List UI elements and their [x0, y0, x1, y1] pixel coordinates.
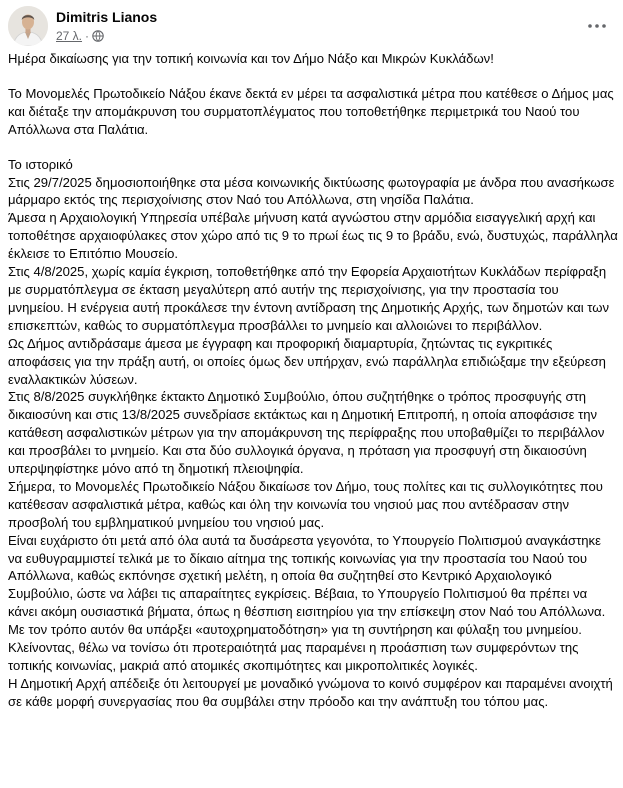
post-paragraph: Ως Δήμος αντιδράσαμε άμεσα με έγγραφη και προφορική διαμαρτυρία, ζητώντας τις εγκριτικές αποφάσεις για την πράξη αυτή, οι οποίες όμως δεν υπήρχαν, ενώ παράλληλα επιδιώξαμε την εξεύρεση εναλλακτικών λύσεων. — [8, 335, 606, 387]
post-paragraph: Άμεσα η Αρχαιολογική Υπηρεσία υπέβαλε μήνυση κατά αγνώστου στην αρμόδια εισαγγελική αρχή και τοποθέτησε αρχαιοφύλακες στον χώρο από τις 9 το πρωί έως τις 9 το βράδυ, ενώ, δυστυχώς, παράλληλα έκλεισε το Επιτόπιο Μουσείο. — [8, 210, 618, 262]
post-paragraph: Σήμερα, το Μονομελές Πρωτοδικείο Νάξου δικαίωσε τον Δήμο, τους πολίτες και τις συλλογικότητες που κατέθεσαν ασφαλιστικά μέτρα, καθώς και όλη την κοινωνία του νησιού μας που αντέδρασαν στην προσβολή του εμβληματικού μνημείου του νησιού μας. — [8, 478, 603, 530]
author-name[interactable]: Dimitris Lianos — [56, 9, 158, 25]
post-body — [8, 50, 618, 711]
profile-photo — [8, 6, 48, 46]
post-paragraph: Είναι ευχάριστο ότι μετά από όλα αυτά τα δυσάρεστα γεγονότα, το Υπουργείο Πολιτισμού αναγκάστηκε να ευθυγραμμιστεί τελικά με το δίκαιο αίτημα της τοπικής κοινωνίας για την προστασία του Ναού του Απόλλωνα, καθώς εκπόνησε σχετική μελέτη, η οποία θα συζητηθεί στο Κεντρικό Αρχαιολογικό Συμβούλιο, ώστε να λάβει τις απαραίτητες εγκρίσεις. Βέβαια, το Υπουργείο Πολιτισμού θα πρέπει να κάνει ακόμη ουσιαστικά βήματα, όπως η θέσπιση εισιτηρίου για την επίσκεψη στον Ναό του Απόλλωνα. Με τον τρόπο αυτόν θα υπάρξει «αυτοχρηματοδότηση» για τη συντήρηση και φύλαξη του μνημείου. — [8, 532, 606, 638]
more-options-button[interactable] — [585, 14, 609, 38]
globe-icon — [92, 30, 104, 42]
avatar[interactable] — [8, 6, 48, 46]
post-headline: Ημέρα δικαίωσης για την τοπική κοινωνία και τον Δήμο Νάξο και Μικρών Κυκλάδων! — [8, 51, 494, 66]
paragraph-gap — [8, 139, 618, 156]
post-timestamp[interactable]: 27 λ. — [56, 29, 83, 43]
history-title: Το ιστορικό — [8, 156, 73, 172]
paragraph-gap — [8, 68, 618, 85]
meta-separator: · — [85, 29, 90, 43]
post-meta — [56, 29, 104, 43]
post-paragraph: Στις 4/8/2025, χωρίς καμία έγκριση, τοποθετήθηκε από την Εφορεία Αρχαιοτήτων Κυκλάδων περίφραξη με συρματόπλεγμα σε έκταση μεγαλύτερη από αυτήν της περισχοίνισης, για την προστασία του μνημείου. Η ενέργεια αυτή προκάλεσε την έντονη αντίδραση της Δημοτικής Αρχής, των δημοτών και των επισκεπτών, καθώς το συρματόπλεγμα προσβάλλει το μνημείο και αλλοιώνει το περιβάλλον. — [8, 264, 610, 333]
post-paragraph: Η Δημοτική Αρχή απέδειξε ότι λειτουργεί με μοναδικό γνώμονα το κοινό συμφέρον και παραμένει ανοιχτή σε κάθε μορφή συνεργασίας που θα συμβάλει στην πρόοδο και την ανάπτυξη του τόπου μας. — [8, 675, 613, 709]
more-horizontal-icon — [588, 24, 606, 28]
post-intro: Το Μονομελές Πρωτοδικείο Νάξου έκανε δεκτά εν μέρει τα ασφαλιστικά μέτρα που κατέθεσε ο Δήμος μας και διέταξε την απομάκρυνση του συρματοπλέγματος που τοποθετήθηκε περιμετρικά του Ναού του Απόλλωνα στα Παλάτια. — [8, 85, 614, 137]
post-paragraph: Στις 29/7/2025 δημοσιοποιήθηκε στα μέσα κοινωνικής δικτύωσης φωτογραφία με άνδρα που ανασήκωσε μάρμαρο εκτός της περισχοίνισης στον Ναό του Απόλλωνα, στη νησίδα Παλάτια. — [8, 174, 615, 208]
post-paragraph: Κλείνοντας, θέλω να τονίσω ότι προτεραιότητά μας παραμένει η προάσπιση των συμφερόντων της τοπικής κοινωνίας, μακριά από ατομικές σκοπιμότητες και μικροπολιτικές λογικές. — [8, 640, 579, 673]
post-header — [8, 6, 615, 50]
post-paragraph: Στις 8/8/2025 συγκλήθηκε έκτακτο Δημοτικό Συμβούλιο, όπου συζητήθηκε ο τρόπος προσφυγής στη δικαιοσύνη και στις 13/8/2025 συνεδρίασε εκτάκτως και η Δημοτική Επιτροπή, η οποία αποφάσισε την κατάθεση ασφαλιστικών μέτρων για την απομάκρυνση της περίφραξης που υποβαθμίζει το περιβάλλον και προσβάλει το μνημείο. Και στα δύο συλλογικά όργανα, η πρόταση για προσφυγή στη δικαιοσύνη υπερψηφίστηκε μόνο από τη δημοτική πλειοψηφία. — [8, 389, 605, 477]
